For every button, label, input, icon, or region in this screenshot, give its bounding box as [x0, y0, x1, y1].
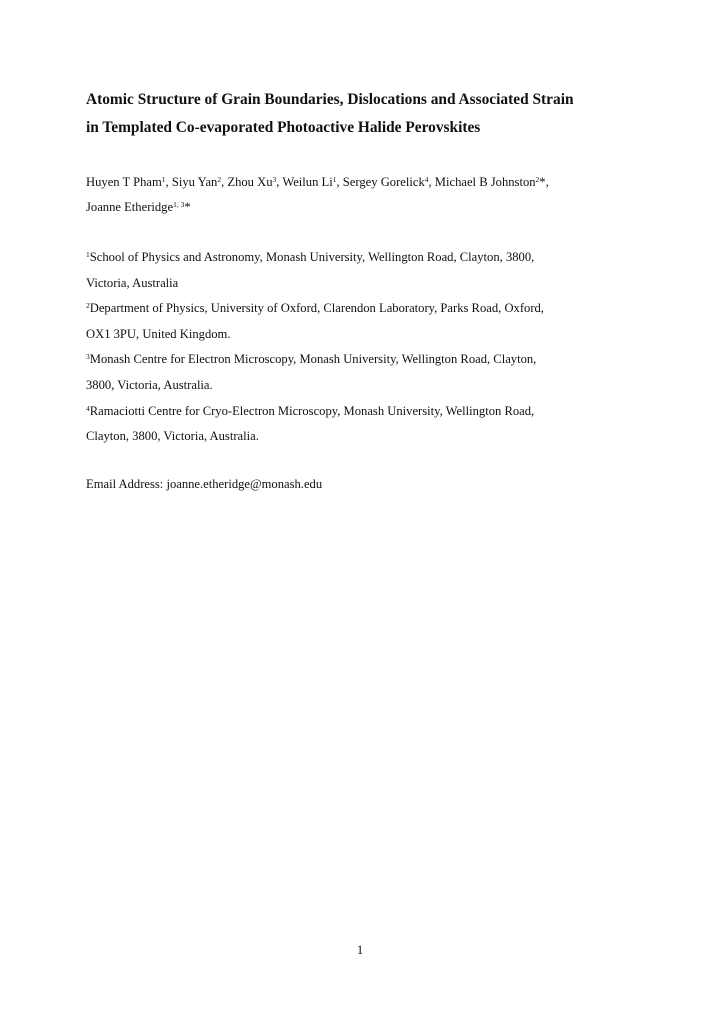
affiliation-text: Department of Physics, University of Oxford, Clarendon Laboratory, Parks Road, Oxford, [89, 301, 544, 316]
author-affiliation-mark: 1 [332, 175, 337, 184]
author-separator: , [336, 175, 343, 189]
affiliation-number: 1 [86, 250, 90, 259]
affiliation-list [86, 245, 646, 450]
affiliation-number: 4 [86, 403, 90, 413]
author-line-2 [86, 195, 646, 220]
author-name: Zhou Xu [227, 175, 273, 189]
author-line-1 [86, 170, 646, 195]
page-number: 1 [356, 943, 364, 957]
author-name: Weilun Li [282, 175, 333, 189]
affiliation-text: Ramaciotti Centre for Cryo-Electron Microscopy, Monash University, Wellington Road, [89, 403, 535, 418]
author-affiliation-mark: 1, 3 [173, 200, 185, 209]
author-affiliation-mark: 4 [424, 175, 429, 184]
affiliation-text: Monash Centre for Electron Microscopy, Monash University, Wellington Road, Clayton, [89, 352, 537, 367]
paper-title [86, 86, 646, 142]
author-separator: , [428, 175, 435, 189]
affiliation-number: 3 [86, 352, 90, 362]
title-line-1: Atomic Structure of Grain Boundaries, Dislocations and Associated Strain [86, 91, 574, 108]
author-separator: , [165, 175, 172, 189]
email-address: Email Address: joanne.etheridge@monash.edu [86, 477, 323, 491]
author-name: Michael B Johnston [434, 175, 536, 189]
title-line-2: in Templated Co-evaporated Photoactive Halide Perovskites [86, 119, 481, 136]
author-affiliation-mark: 1 [161, 175, 166, 184]
affiliation-4-cont: Clayton, 3800, Victoria, Australia. [86, 429, 259, 444]
affiliation-2-cont: OX1 3PU, United Kingdom. [86, 326, 231, 341]
author-name: Siyu Yan [171, 175, 218, 189]
affiliation-3-cont: 3800, Victoria, Australia. [86, 377, 213, 392]
affiliation-text: School of Physics and Astronomy, Monash University, Wellington Road, Clayton, 3800, [89, 250, 535, 264]
affiliation-4 [86, 399, 646, 425]
author-separator: , [276, 175, 283, 189]
author-separator: , [221, 175, 228, 189]
author-affiliation-mark: 2 [217, 175, 222, 184]
affiliation-1-cont: Victoria, Australia [86, 275, 179, 290]
author-name: Joanne Etheridge [86, 200, 174, 214]
author-list [86, 170, 646, 220]
author-separator: *, [539, 175, 549, 189]
author-affiliation-mark: 3 [272, 175, 277, 184]
author-affiliation-mark: 2 [535, 175, 540, 184]
affiliation-3 [86, 347, 646, 373]
affiliation-number: 2 [86, 301, 90, 311]
author-name: Sergey Gorelick [342, 175, 425, 189]
affiliation-2 [86, 296, 646, 322]
author-name: Huyen T Pham [86, 175, 162, 189]
affiliation-1 [86, 245, 646, 271]
author-separator: * [184, 200, 191, 214]
